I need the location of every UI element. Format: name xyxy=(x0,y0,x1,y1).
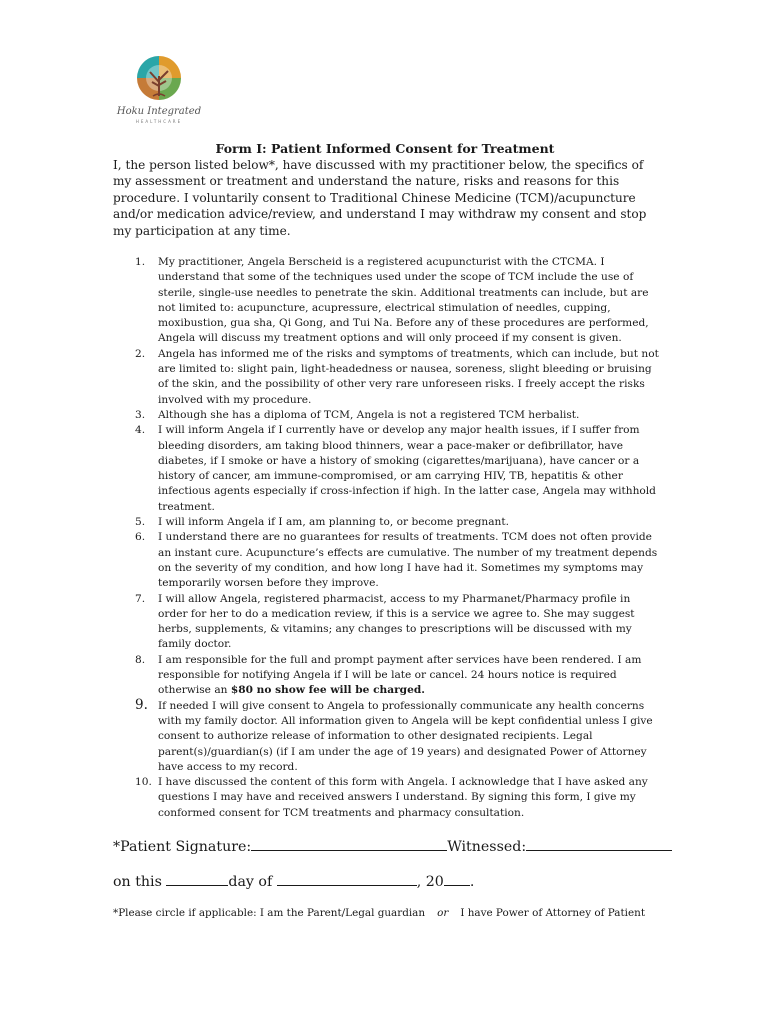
date-row xyxy=(113,873,474,890)
consent-item-text: Angela has informed me of the risks and symptoms of treatments, which can include, but not are limited to: slight pain, light-headedness or nausea, soreness, slight bleeding or bruising of the skin, and the possibility of other very rare unforeseen risks. I freely accept the risks involved with my procedure. xyxy=(158,347,659,406)
signature-row xyxy=(113,838,672,855)
consent-item xyxy=(113,515,661,530)
clinic-logo xyxy=(116,52,202,126)
day-of-label: day of xyxy=(228,874,277,890)
year-field[interactable] xyxy=(444,873,470,886)
consent-item-number: 8. xyxy=(135,653,146,666)
consent-item xyxy=(113,423,661,515)
consent-item xyxy=(113,408,661,423)
consent-item-number: 4. xyxy=(135,424,146,437)
consent-items-list xyxy=(113,255,661,821)
tree-logo-icon xyxy=(116,52,202,126)
consent-item-text: I will inform Angela if I currently have or develop any major health issues, if I suffer from bleeding disorders, am taking blood thinners, wear a pace-maker or defibrillator, have diabetes, if I smoke or have a history of smoking (cigarettes/marijuana), have cancer or a history of cancer, am immune-compromised, or am carrying HIV, TB, hepatitis & other infectious agents especially if cross-infection if high. In the latter case, Angela may withhold treatment. xyxy=(158,424,656,513)
consent-item-text: I am responsible for the full and prompt payment after services have been rendered. I am responsible for notifying Angela if I will be late or cancel. 24 hours notice is required otherwise an xyxy=(158,653,642,697)
patient-signature-field[interactable] xyxy=(251,838,447,851)
consent-item-text: If needed I will give consent to Angela to professionally communicate any health concerns with my family doctor. All information given to Angela will be kept confidential unless I give consent to authorize release of information to other designated recipients. Legal parent(s)/guardian(s) (if I am under the age of 19 years) and designated Power of Attorney have access to my record. xyxy=(158,699,653,773)
parent-guardian-option[interactable]: *Please circle if applicable: I am the Parent/Legal guardian xyxy=(113,907,426,919)
consent-item-number: 10. xyxy=(135,776,152,789)
consent-item-number: 9. xyxy=(135,696,148,713)
consent-item-number: 1. xyxy=(135,256,146,268)
year-prefix: , 20 xyxy=(416,874,444,890)
consent-item xyxy=(113,592,661,653)
consent-item-text: I will inform Angela if I am, am planning to, or become pregnant. xyxy=(158,516,509,529)
witness-signature-field[interactable] xyxy=(526,838,672,851)
logo-script-text: Hoku Integrated xyxy=(116,106,202,117)
guardian-note xyxy=(113,907,645,919)
power-of-attorney-option[interactable]: I have Power of Attorney of Patient xyxy=(460,907,646,919)
witness-label: Witnessed: xyxy=(447,839,527,855)
consent-item xyxy=(113,255,661,347)
consent-item xyxy=(113,530,661,591)
consent-item-text: I have discussed the content of this form with Angela. I acknowledge that I have asked any questions I may have and received answers I understand. By signing this form, I give my conformed consent for TCM treatments and pharmacy consultation. xyxy=(158,776,648,819)
day-field[interactable] xyxy=(166,873,228,886)
consent-item xyxy=(113,775,661,821)
consent-item-text: I understand there are no guarantees for results of treatments. TCM does not often provide an instant cure. Acupuncture’s effects are cumulative. The number of my treatment depends on the severity of my condition, and how long I have had it. Sometimes my symptoms may temporarily worsen before they improve. xyxy=(158,531,658,590)
consent-item xyxy=(113,696,661,775)
month-field[interactable] xyxy=(277,873,417,886)
logo-sub-text: HEALTHCARE xyxy=(135,119,183,124)
consent-item-number: 6. xyxy=(135,531,146,544)
consent-item-text: I will allow Angela, registered pharmacist, access to my Pharmanet/Pharmacy profile in order for her to do a medication review, if this is a service we agree to. She may suggest herbs, supplements, & vitamins; any changes to prescriptions will be discussed with my family doctor. xyxy=(158,592,635,651)
form-title: Form I: Patient Informed Consent for Treatment xyxy=(215,141,555,156)
patient-signature-label: *Patient Signature: xyxy=(113,839,252,855)
consent-item-number: 7. xyxy=(135,592,146,605)
date-prefix: on this xyxy=(113,874,167,890)
consent-item-number: 5. xyxy=(135,516,146,529)
consent-item xyxy=(113,653,661,699)
consent-item-number: 2. xyxy=(135,347,146,360)
no-show-fee-text: $80 no show fee will be charged. xyxy=(230,684,425,697)
consent-item-number: 3. xyxy=(135,408,146,421)
intro-paragraph: I, the person listed below*, have discussed with my practitioner below, the specifics of my assessment or treatment and understand the nature, risks and reasons for this procedure. I voluntarily consent to Traditional Chinese Medicine (TCM)/acupuncture and/or medication advice/review, and understand I may withdraw my consent and stop my participation at any time. xyxy=(113,158,647,238)
consent-item-text: Although she has a diploma of TCM, Angela is not a registered TCM herbalist. xyxy=(158,408,580,421)
year-suffix: . xyxy=(469,874,475,890)
or-label: or xyxy=(437,907,449,919)
consent-item xyxy=(113,347,661,408)
consent-item-text: My practitioner, Angela Berscheid is a registered acupuncturist with the CTCMA. I understand that some of the techniques used under the scope of TCM include the use of sterile, single-use needles to penetrate the skin. Additional treatments can include, but are not limited to: acupuncture, acupressure, electrical stimulation of needles, cupping, moxibustion, gua sha, Qi Gong, and Tui Na. Before any of these procedures are performed, Angela will discuss my treatment options and will only proceed if my consent is given. xyxy=(158,256,649,345)
